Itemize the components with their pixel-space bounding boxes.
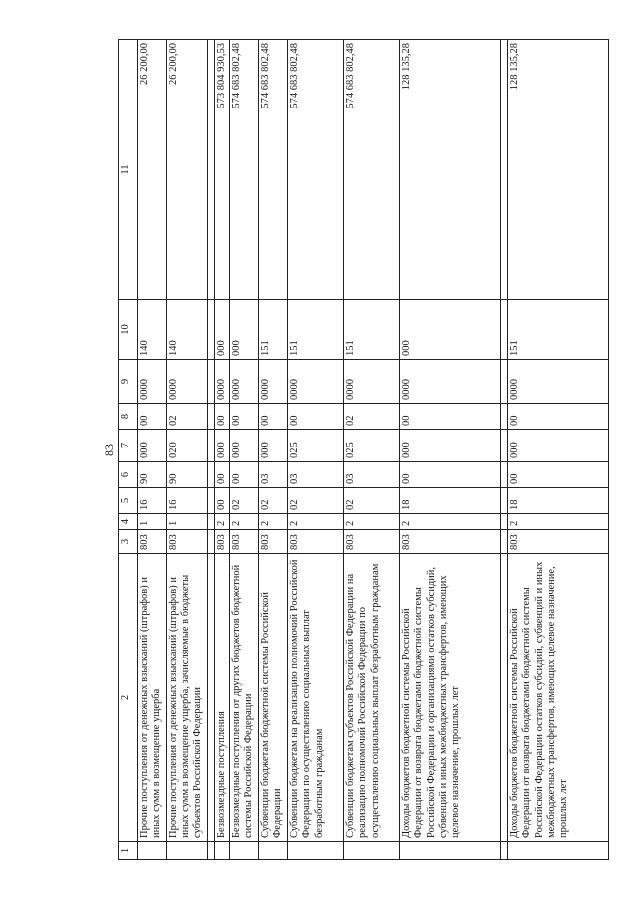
subarticle-code: 000 (400, 430, 501, 462)
column-header: 8 (119, 404, 138, 430)
row-name: Безвозмездные поступления от других бюджетов бюджетной системы Российской Федерации (230, 554, 259, 842)
article-code: 03 (288, 462, 344, 488)
article-code: 03 (344, 462, 400, 488)
article-code: 03 (259, 462, 288, 488)
element-code: 00 (230, 404, 259, 430)
admin-code: 803 (344, 530, 400, 554)
subgroup-code: 16 (167, 488, 208, 514)
subarticle-code: 020 (167, 430, 208, 462)
economic-code: 000 (230, 300, 259, 360)
column-header: 11 (119, 40, 138, 300)
admin-code: 803 (215, 530, 230, 554)
subgroup-code: 02 (288, 488, 344, 514)
amount: 574 683 802,48 (259, 40, 288, 300)
rotated-content (98, 40, 569, 860)
program-code: 0000 (138, 360, 167, 404)
economic-code: 151 (288, 300, 344, 360)
column-header: 7 (119, 430, 138, 462)
column-header: 6 (119, 462, 138, 488)
group-code: 1 (167, 514, 208, 530)
amount: 128 135,28 (508, 40, 609, 300)
subgroup-code: 02 (344, 488, 400, 514)
program-code: 0000 (344, 360, 400, 404)
group-code: 2 (230, 514, 259, 530)
table-row (288, 40, 344, 860)
group-code: 2 (259, 514, 288, 530)
admin-code: 803 (508, 530, 609, 554)
admin-code: 803 (138, 530, 167, 554)
article-code: 00 (215, 462, 230, 488)
subarticle-code: 000 (508, 430, 609, 462)
row-name: Доходы бюджетов бюджетной системы Российской Федерации от возврата бюджетами бюджетной системы Российской Федерации остатков субсидий, субвенций и иных межбюджетных трансфертов, имеющих целевое назначение, прошлых лет (508, 554, 609, 842)
economic-code: 140 (138, 300, 167, 360)
row-name: Прочие поступления от денежных взысканий (штрафов) и иных сумм в возмещение ущерба, зачисляемые в бюджеты субъектов Российской Федерации (167, 554, 208, 842)
admin-code: 803 (288, 530, 344, 554)
economic-code: 000 (215, 300, 230, 360)
economic-code: 151 (508, 300, 609, 360)
column-header: 5 (119, 488, 138, 514)
element-code: 00 (508, 404, 609, 430)
program-code: 0000 (508, 360, 609, 404)
row-name: Субвенции бюджетам бюджетной системы Российской Федерации (259, 554, 288, 842)
row-name: Безвозмездные поступления (215, 554, 230, 842)
table-row (138, 40, 167, 860)
subarticle-code: 025 (288, 430, 344, 462)
group-code: 2 (344, 514, 400, 530)
group-code: 2 (288, 514, 344, 530)
column-header: 3 (119, 530, 138, 554)
amount: 26 200,00 (167, 40, 208, 300)
subgroup-code: 18 (508, 488, 609, 514)
subgroup-code: 00 (215, 488, 230, 514)
column-header: 9 (119, 360, 138, 404)
group-code: 2 (215, 514, 230, 530)
table-row (259, 40, 288, 860)
program-code: 0000 (167, 360, 208, 404)
amount: 128 135,28 (400, 40, 501, 300)
program-code: 0000 (400, 360, 501, 404)
amount: 574 683 802,48 (288, 40, 344, 300)
admin-code: 803 (167, 530, 208, 554)
program-code: 0000 (259, 360, 288, 404)
article-code: 90 (167, 462, 208, 488)
element-code: 02 (344, 404, 400, 430)
subgroup-code: 02 (259, 488, 288, 514)
admin-code: 803 (400, 530, 501, 554)
amount: 573 804 930,53 (215, 40, 230, 300)
program-code: 0000 (230, 360, 259, 404)
subgroup-code: 18 (400, 488, 501, 514)
element-code: 00 (215, 404, 230, 430)
economic-code: 151 (259, 300, 288, 360)
article-code: 00 (230, 462, 259, 488)
subarticle-code: 000 (259, 430, 288, 462)
column-header: 4 (119, 514, 138, 530)
row-name: Субвенции бюджетам субъектов Российской Федерации на реализацию полномочий Российской Федерации по осуществлению социальных выплат безработным гражданам (344, 554, 400, 842)
column-header: 10 (119, 300, 138, 360)
column-header: 2 (119, 554, 138, 842)
table-row (344, 40, 400, 860)
row-name: Доходы бюджетов бюджетной системы Российской Федерации от возврата бюджетами бюджетной системы Российской Федерации и организациями остатков субсидий, субвенций и иных межбюджетных трансфертов, имеющих целевое назначение, прошлых лет (400, 554, 501, 842)
subarticle-code: 000 (215, 430, 230, 462)
economic-code: 151 (344, 300, 400, 360)
element-code: 00 (259, 404, 288, 430)
table-row (508, 40, 609, 860)
amount: 574 683 802,48 (344, 40, 400, 300)
economic-code: 140 (167, 300, 208, 360)
page-number: 83 (102, 444, 116, 456)
group-code: 1 (138, 514, 167, 530)
column-header: 1 (119, 842, 138, 860)
row-name: Прочие поступления от денежных взысканий (штрафов) и иных сумм в возмещение ущерба (138, 554, 167, 842)
header-row (119, 40, 138, 860)
subarticle-code: 000 (138, 430, 167, 462)
subgroup-code: 02 (230, 488, 259, 514)
program-code: 0000 (215, 360, 230, 404)
article-code: 00 (400, 462, 501, 488)
economic-code: 000 (400, 300, 501, 360)
table-row (230, 40, 259, 860)
program-code: 0000 (288, 360, 344, 404)
row-name: Субвенции бюджетам на реализацию полномочий Российской Федерации по осуществлению социальных выплат безработным гражданам (288, 554, 344, 842)
subarticle-code: 025 (344, 430, 400, 462)
element-code: 00 (138, 404, 167, 430)
subgroup-code: 16 (138, 488, 167, 514)
element-code: 00 (288, 404, 344, 430)
table-row (400, 40, 501, 860)
revenue-table (118, 39, 609, 860)
spacer-row (501, 40, 508, 860)
spacer-row (208, 40, 215, 860)
group-code: 2 (400, 514, 501, 530)
amount: 26 200,00 (138, 40, 167, 300)
subarticle-code: 000 (230, 430, 259, 462)
table-row (215, 40, 230, 860)
amount: 574 683 802,48 (230, 40, 259, 300)
admin-code: 803 (259, 530, 288, 554)
table-row (167, 40, 208, 860)
article-code: 90 (138, 462, 167, 488)
element-code: 02 (167, 404, 208, 430)
element-code: 00 (400, 404, 501, 430)
group-code: 2 (508, 514, 609, 530)
article-code: 00 (508, 462, 609, 488)
admin-code: 803 (230, 530, 259, 554)
